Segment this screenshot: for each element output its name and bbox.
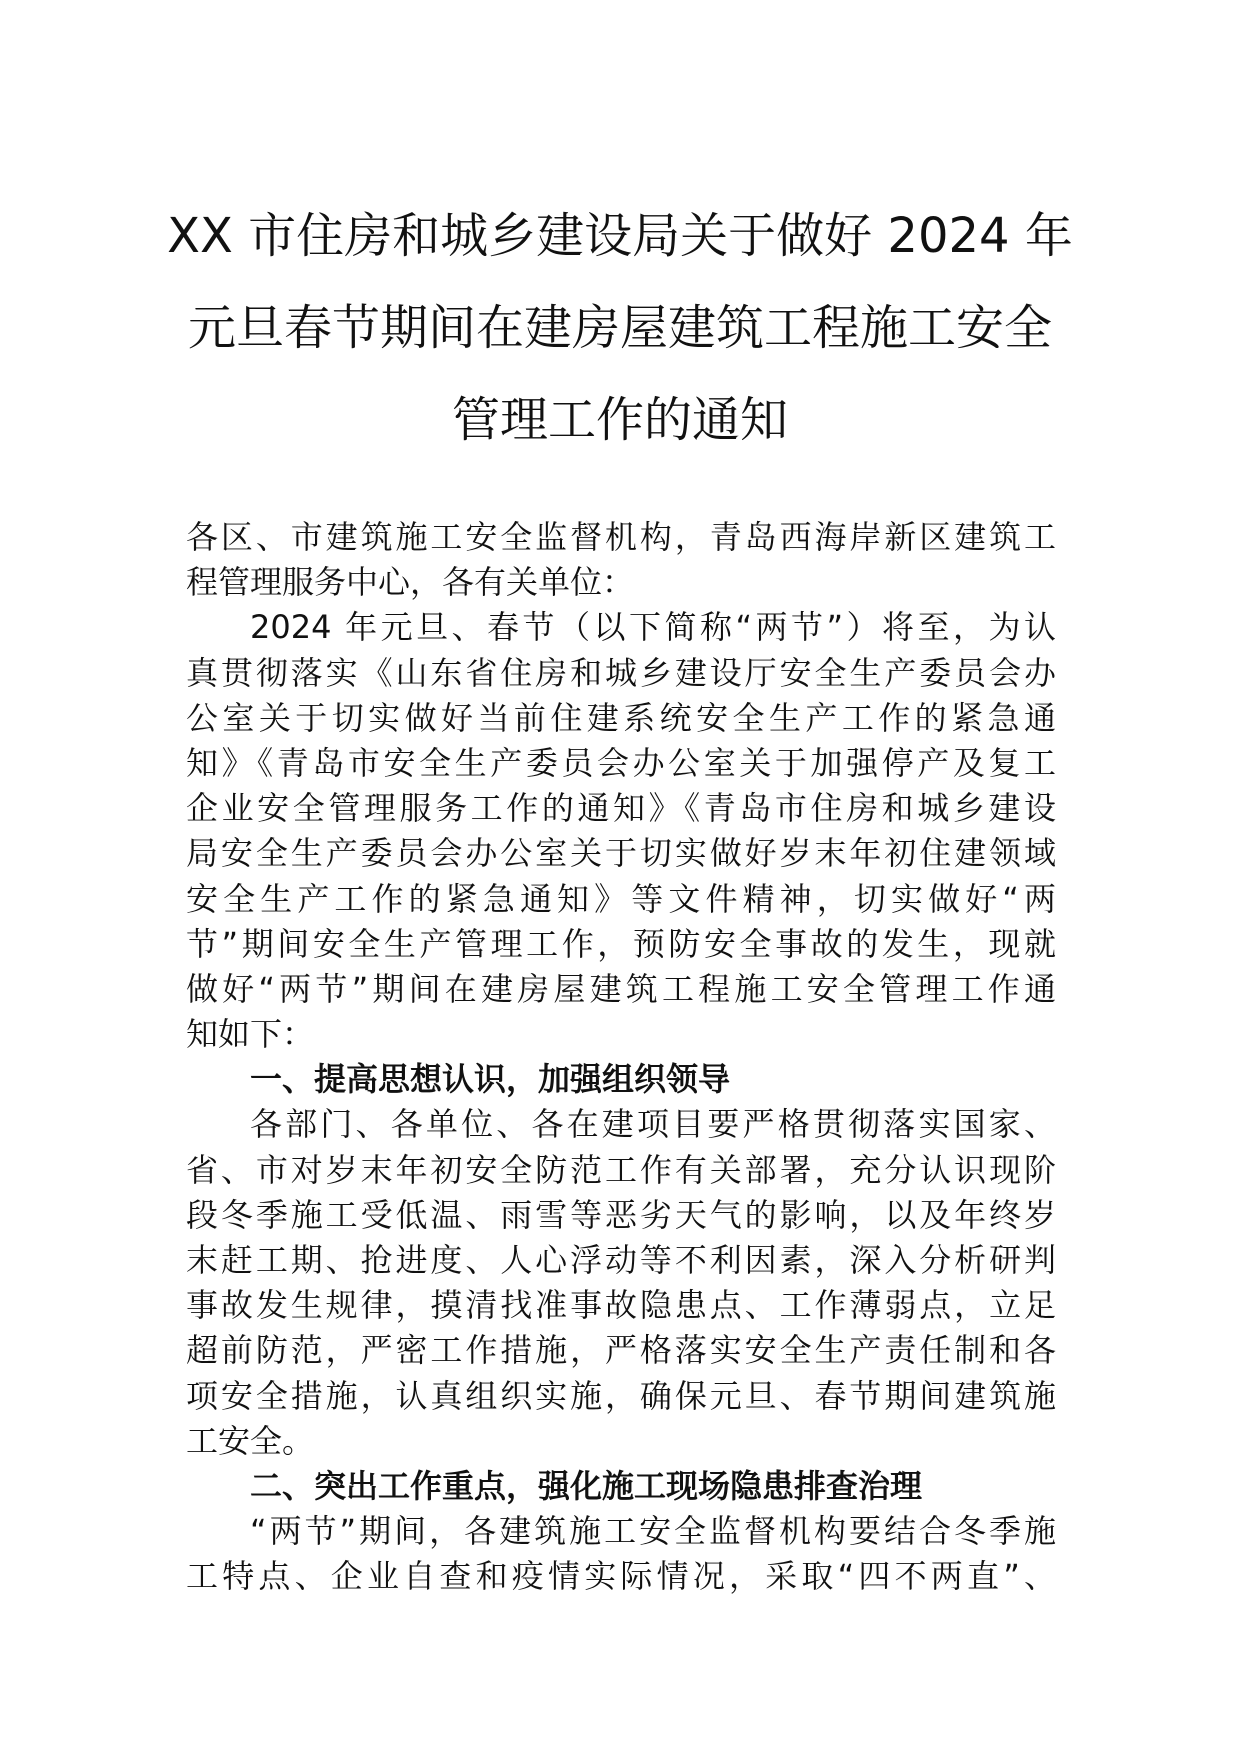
paragraph-line: 企业安全管理服务工作的通知》《青岛市住房和城乡建设 <box>186 789 1056 828</box>
paragraph-line: 事故发生规律，摸清找准事故隐患点、工作薄弱点，立足 <box>186 1286 1056 1325</box>
paragraph-line: 公室关于切实做好当前住建系统安全生产工作的紧急通 <box>186 698 1056 737</box>
paragraph-line: 省、市对岁末年初安全防范工作有关部署，充分认识现阶 <box>186 1150 1056 1189</box>
paragraph-line: 各部门、各单位、各在建项目要严格贯彻落实国家、 <box>250 1105 1056 1144</box>
paragraph-line: 知》《青岛市安全生产委员会办公室关于加强停产及复工 <box>186 743 1056 782</box>
paragraph-line: 节”期间安全生产管理工作，预防安全事故的发生，现就 <box>186 924 1056 963</box>
title-line: XX 市住房和城乡建设局关于做好 2024 年 <box>167 208 1073 264</box>
paragraph-line: 知如下： <box>186 1015 315 1054</box>
title-line: 元旦春节期间在建房屋建筑工程施工安全 <box>187 300 1052 356</box>
paragraph-line: 工特点、企业自查和疫情实际情况，采取“四不两直”、 <box>186 1557 1056 1596</box>
document-body <box>186 515 1056 1600</box>
paragraph-line: 真贯彻落实《山东省住房和城乡建设厅安全生产委员会办 <box>186 653 1056 692</box>
paragraph-line: 做好“两节”期间在建房屋建筑工程施工安全管理工作通 <box>186 969 1056 1008</box>
paragraph-line: 安全生产工作的紧急通知》等文件精神，切实做好“两 <box>186 879 1056 918</box>
paragraph-line: 末赶工期、抢进度、人心浮动等不利因素，深入分析研判 <box>186 1241 1056 1279</box>
addressee-line: 各区、市建筑施工安全监督机构，青岛西海岸新区建筑工 <box>186 518 1056 556</box>
paragraph-line: 局安全生产委员会办公室关于切实做好岁末年初住建领域 <box>186 834 1056 873</box>
section-heading: 一、提高思想认识，加强组织领导 <box>250 1060 731 1099</box>
paragraph-line: 2024 年元旦、春节（以下简称“两节”）将至，为认 <box>250 608 1056 647</box>
section-heading: 二、突出工作重点，强化施工现场隐患排查治理 <box>250 1466 923 1505</box>
paragraph-line: 段冬季施工受低温、雨雪等恶劣天气的影响，以及年终岁 <box>186 1195 1056 1234</box>
document-title <box>150 190 1090 466</box>
paragraph-line: 项安全措施，认真组织实施，确保元旦、春节期间建筑施 <box>186 1376 1056 1415</box>
paragraph-line: “两节”期间，各建筑施工安全监督机构要结合冬季施 <box>250 1512 1056 1551</box>
paragraph-line: 工安全。 <box>186 1421 315 1460</box>
addressee-line: 程管理服务中心，各有关单位： <box>186 563 635 602</box>
title-line: 管理工作的通知 <box>451 392 788 448</box>
paragraph-line: 超前防范，严密工作措施，严格落实安全生产责任制和各 <box>186 1331 1056 1370</box>
